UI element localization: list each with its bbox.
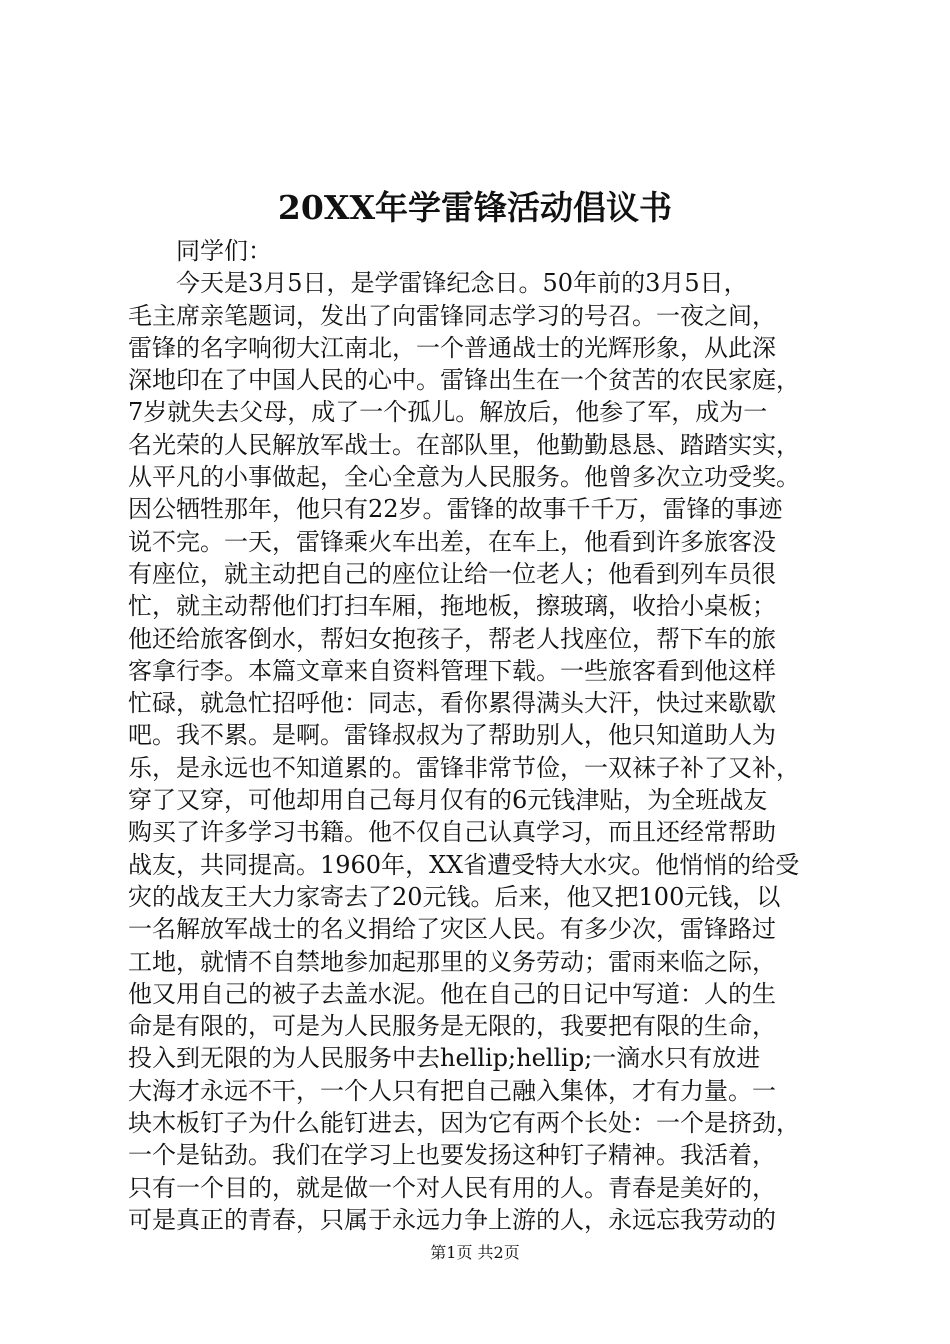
- paragraph-line: 投入到无限的为人民服务中去hellip;hellip;一滴水只有放进: [128, 1044, 761, 1073]
- paragraph-line: 命是有限的，可是为人民服务是无限的，我要把有限的生命，: [128, 1012, 776, 1041]
- paragraph-line: 乐，是永远也不知道累的。雷锋非常节俭，一双袜子补了又补，: [128, 753, 800, 782]
- paragraph-line: 客拿行李。本篇文章来自资料管理下载。一些旅客看到他这样: [128, 656, 776, 685]
- paragraph-line: 吧。我不累。是啊。雷锋叔叔为了帮助别人，他只知道助人为: [128, 721, 776, 750]
- document-title: 20XX年学雷锋活动倡议书: [277, 188, 673, 227]
- paragraph-line: 名光荣的人民解放军战士。在部队里，他勤勤恳恳、踏踏实实，: [128, 430, 800, 459]
- paragraph-line: 雷锋的名字响彻大江南北，一个普通战士的光辉形象，从此深: [128, 333, 776, 362]
- paragraph-line: 说不完。一天，雷锋乘火车出差，在车上，他看到许多旅客没: [128, 527, 776, 556]
- paragraph-line: 深地印在了中国人民的心中。雷锋出生在一个贫苦的农民家庭，: [128, 366, 800, 395]
- paragraph-line: 大海才永远不干，一个人只有把自己融入集体，才有力量。一: [128, 1076, 776, 1105]
- paragraph-line: 7岁就失去父母，成了一个孤儿。解放后，他参了军，成为一: [128, 398, 768, 427]
- document-body: [128, 235, 838, 1236]
- paragraph-line: 因公牺牲那年，他只有22岁。雷锋的故事千千万，雷锋的事迹: [128, 495, 783, 524]
- paragraph-line: 他还给旅客倒水，帮妇女抱孩子，帮老人找座位，帮下车的旅: [128, 624, 776, 653]
- paragraph-line: 购买了许多学习书籍。他不仅自己认真学习，而且还经常帮助: [128, 818, 776, 847]
- paragraph-line: 战友，共同提高。1960年，XX省遭受特大水灾。他悄悄的给受: [128, 850, 800, 879]
- paragraph-line: 可是真正的青春，只属于永远力争上游的人，永远忘我劳动的: [128, 1205, 776, 1234]
- paragraph-line: 块木板钉子为什么能钉进去，因为它有两个长处：一个是挤劲，: [128, 1109, 800, 1138]
- paragraph-line: 灾的战友王大力家寄去了20元钱。后来，他又把100元钱，以: [128, 882, 781, 911]
- page-number-footer: 第1页 共2页: [430, 1243, 520, 1262]
- paragraph-line: 穿了又穿，可他却用自己每月仅有的6元钱津贴，为全班战友: [128, 786, 768, 815]
- paragraph-line: 忙，就主动帮他们打扫车厢，拖地板，擦玻璃，收拾小桌板；: [128, 592, 776, 621]
- paragraph-line: 忙碌，就急忙招呼他：同志，看你累得满头大汗，快过来歇歇: [128, 689, 776, 718]
- greeting-line: 同学们：: [176, 237, 272, 265]
- paragraph-line: 从平凡的小事做起，全心全意为人民服务。他曾多次立功受奖。: [128, 463, 800, 492]
- paragraph-line: 一个是钻劲。我们在学习上也要发扬这种钉子精神。我活着，: [128, 1141, 776, 1170]
- paragraph-line: 一名解放军战士的名义捐给了灾区人民。有多少次，雷锋路过: [128, 915, 776, 944]
- paragraph-line: 只有一个目的，就是做一个对人民有用的人。青春是美好的，: [128, 1173, 776, 1202]
- paragraph-line: 今天是3月5日，是学雷锋纪念日。50年前的3月5日，: [176, 269, 748, 298]
- paragraph-line: 有座位，就主动把自己的座位让给一位老人；他看到列车员很: [128, 559, 776, 588]
- paragraph-line: 他又用自己的被子去盖水泥。他在自己的日记中写道：人的生: [128, 979, 776, 1008]
- paragraph-line: 毛主席亲笔题词，发出了向雷锋同志学习的号召。一夜之间，: [128, 301, 776, 330]
- paragraph-line: 工地，就情不自禁地参加起那里的义务劳动；雷雨来临之际，: [128, 947, 776, 976]
